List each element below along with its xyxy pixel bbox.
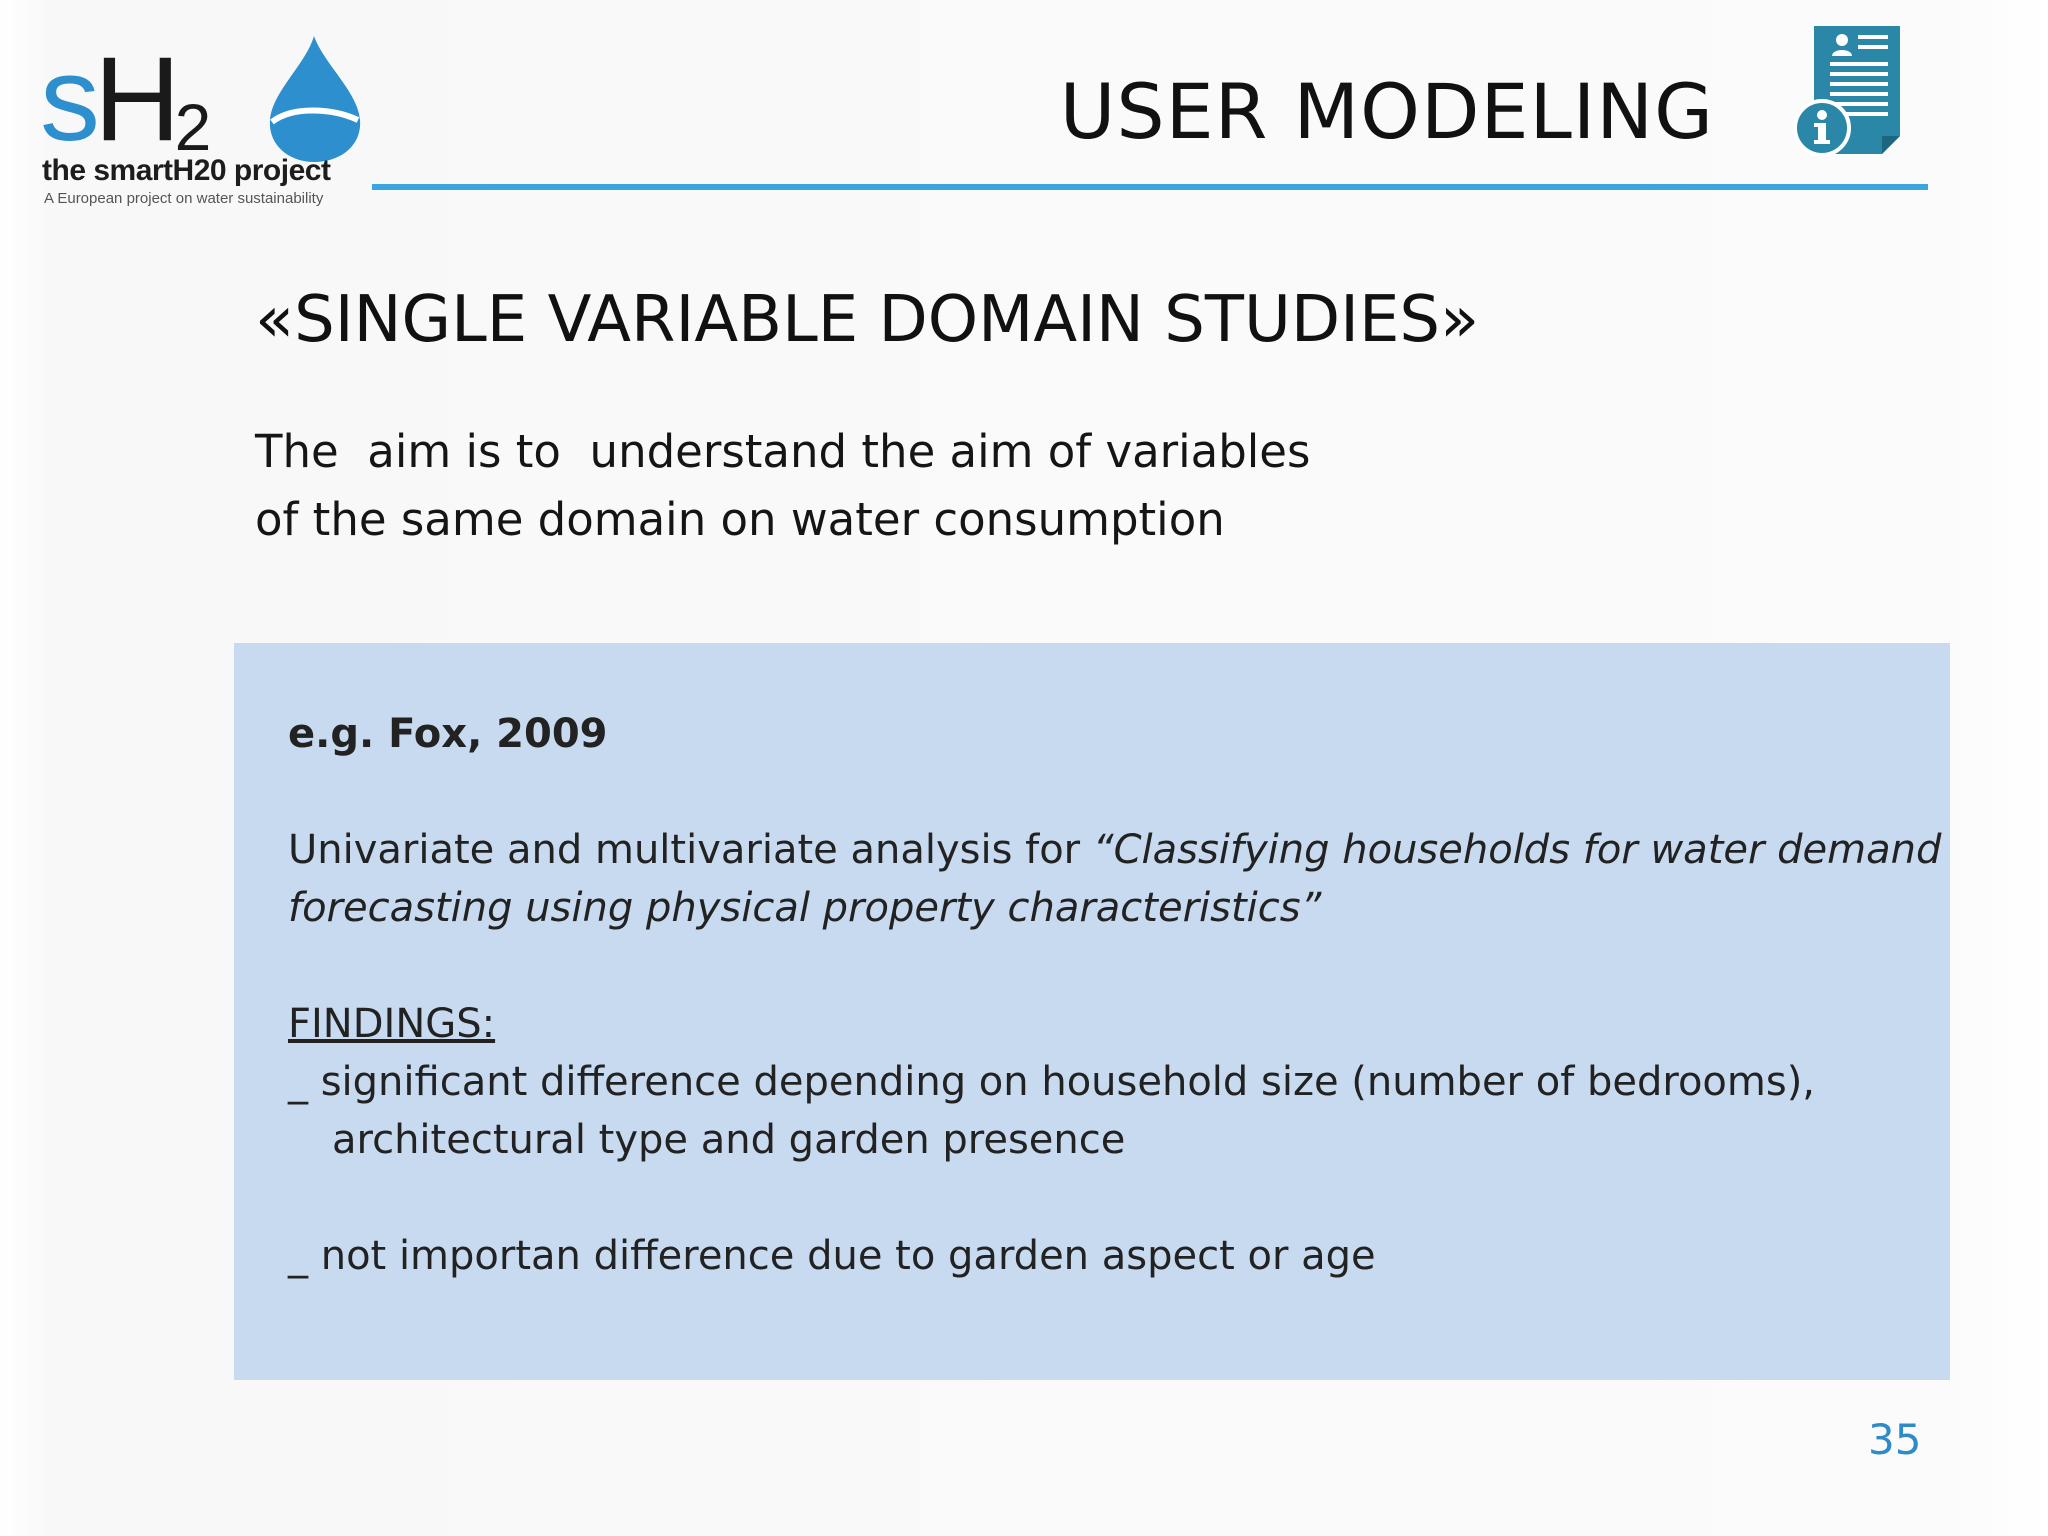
- page-title: USER MODELING: [1059, 67, 1714, 156]
- reference: e.g. Fox, 2009: [288, 711, 608, 757]
- logo-wordmark: [40, 34, 211, 164]
- analysis-title-line-2: forecasting using physical property characteristics”: [288, 885, 1322, 931]
- example-box: [234, 643, 1950, 1380]
- finding-2: _ not importan difference due to garden aspect or age: [288, 1233, 1376, 1279]
- logo-letter-h: H: [94, 32, 175, 166]
- logo-letter-s: s: [40, 32, 94, 166]
- example-box-content: [288, 705, 1942, 1285]
- findings-heading: FINDINGS:: [288, 1001, 496, 1047]
- aim-text: [255, 418, 1655, 554]
- document-info-icon: [1790, 24, 1910, 156]
- aim-line-1: The aim is to understand the aim of variables: [255, 425, 1311, 478]
- logo-tagline: the smartH20 project: [42, 154, 331, 187]
- finding-1-line-2: architectural type and garden presence: [332, 1117, 1126, 1163]
- water-drop-icon: [244, 34, 374, 164]
- section-title: «SINGLE VARIABLE DOMAIN STUDIES»: [255, 283, 1480, 357]
- header-divider: [372, 184, 1928, 190]
- aim-line-2: of the same domain on water consumption: [255, 493, 1225, 546]
- logo-letter-2: 2: [174, 90, 212, 164]
- analysis-title-line-1: “Classifying households for water demand: [1092, 827, 1942, 873]
- analysis-prefix: Univariate and multivariate analysis for: [288, 827, 1093, 873]
- logo-subtagline: A European project on water sustainability: [44, 190, 324, 207]
- logo: [40, 34, 350, 214]
- finding-1-line-1: _ significant difference depending on household size (number of bedrooms),: [288, 1059, 1816, 1105]
- analysis-description: [288, 821, 1942, 937]
- page-number: 35: [1868, 1415, 1922, 1464]
